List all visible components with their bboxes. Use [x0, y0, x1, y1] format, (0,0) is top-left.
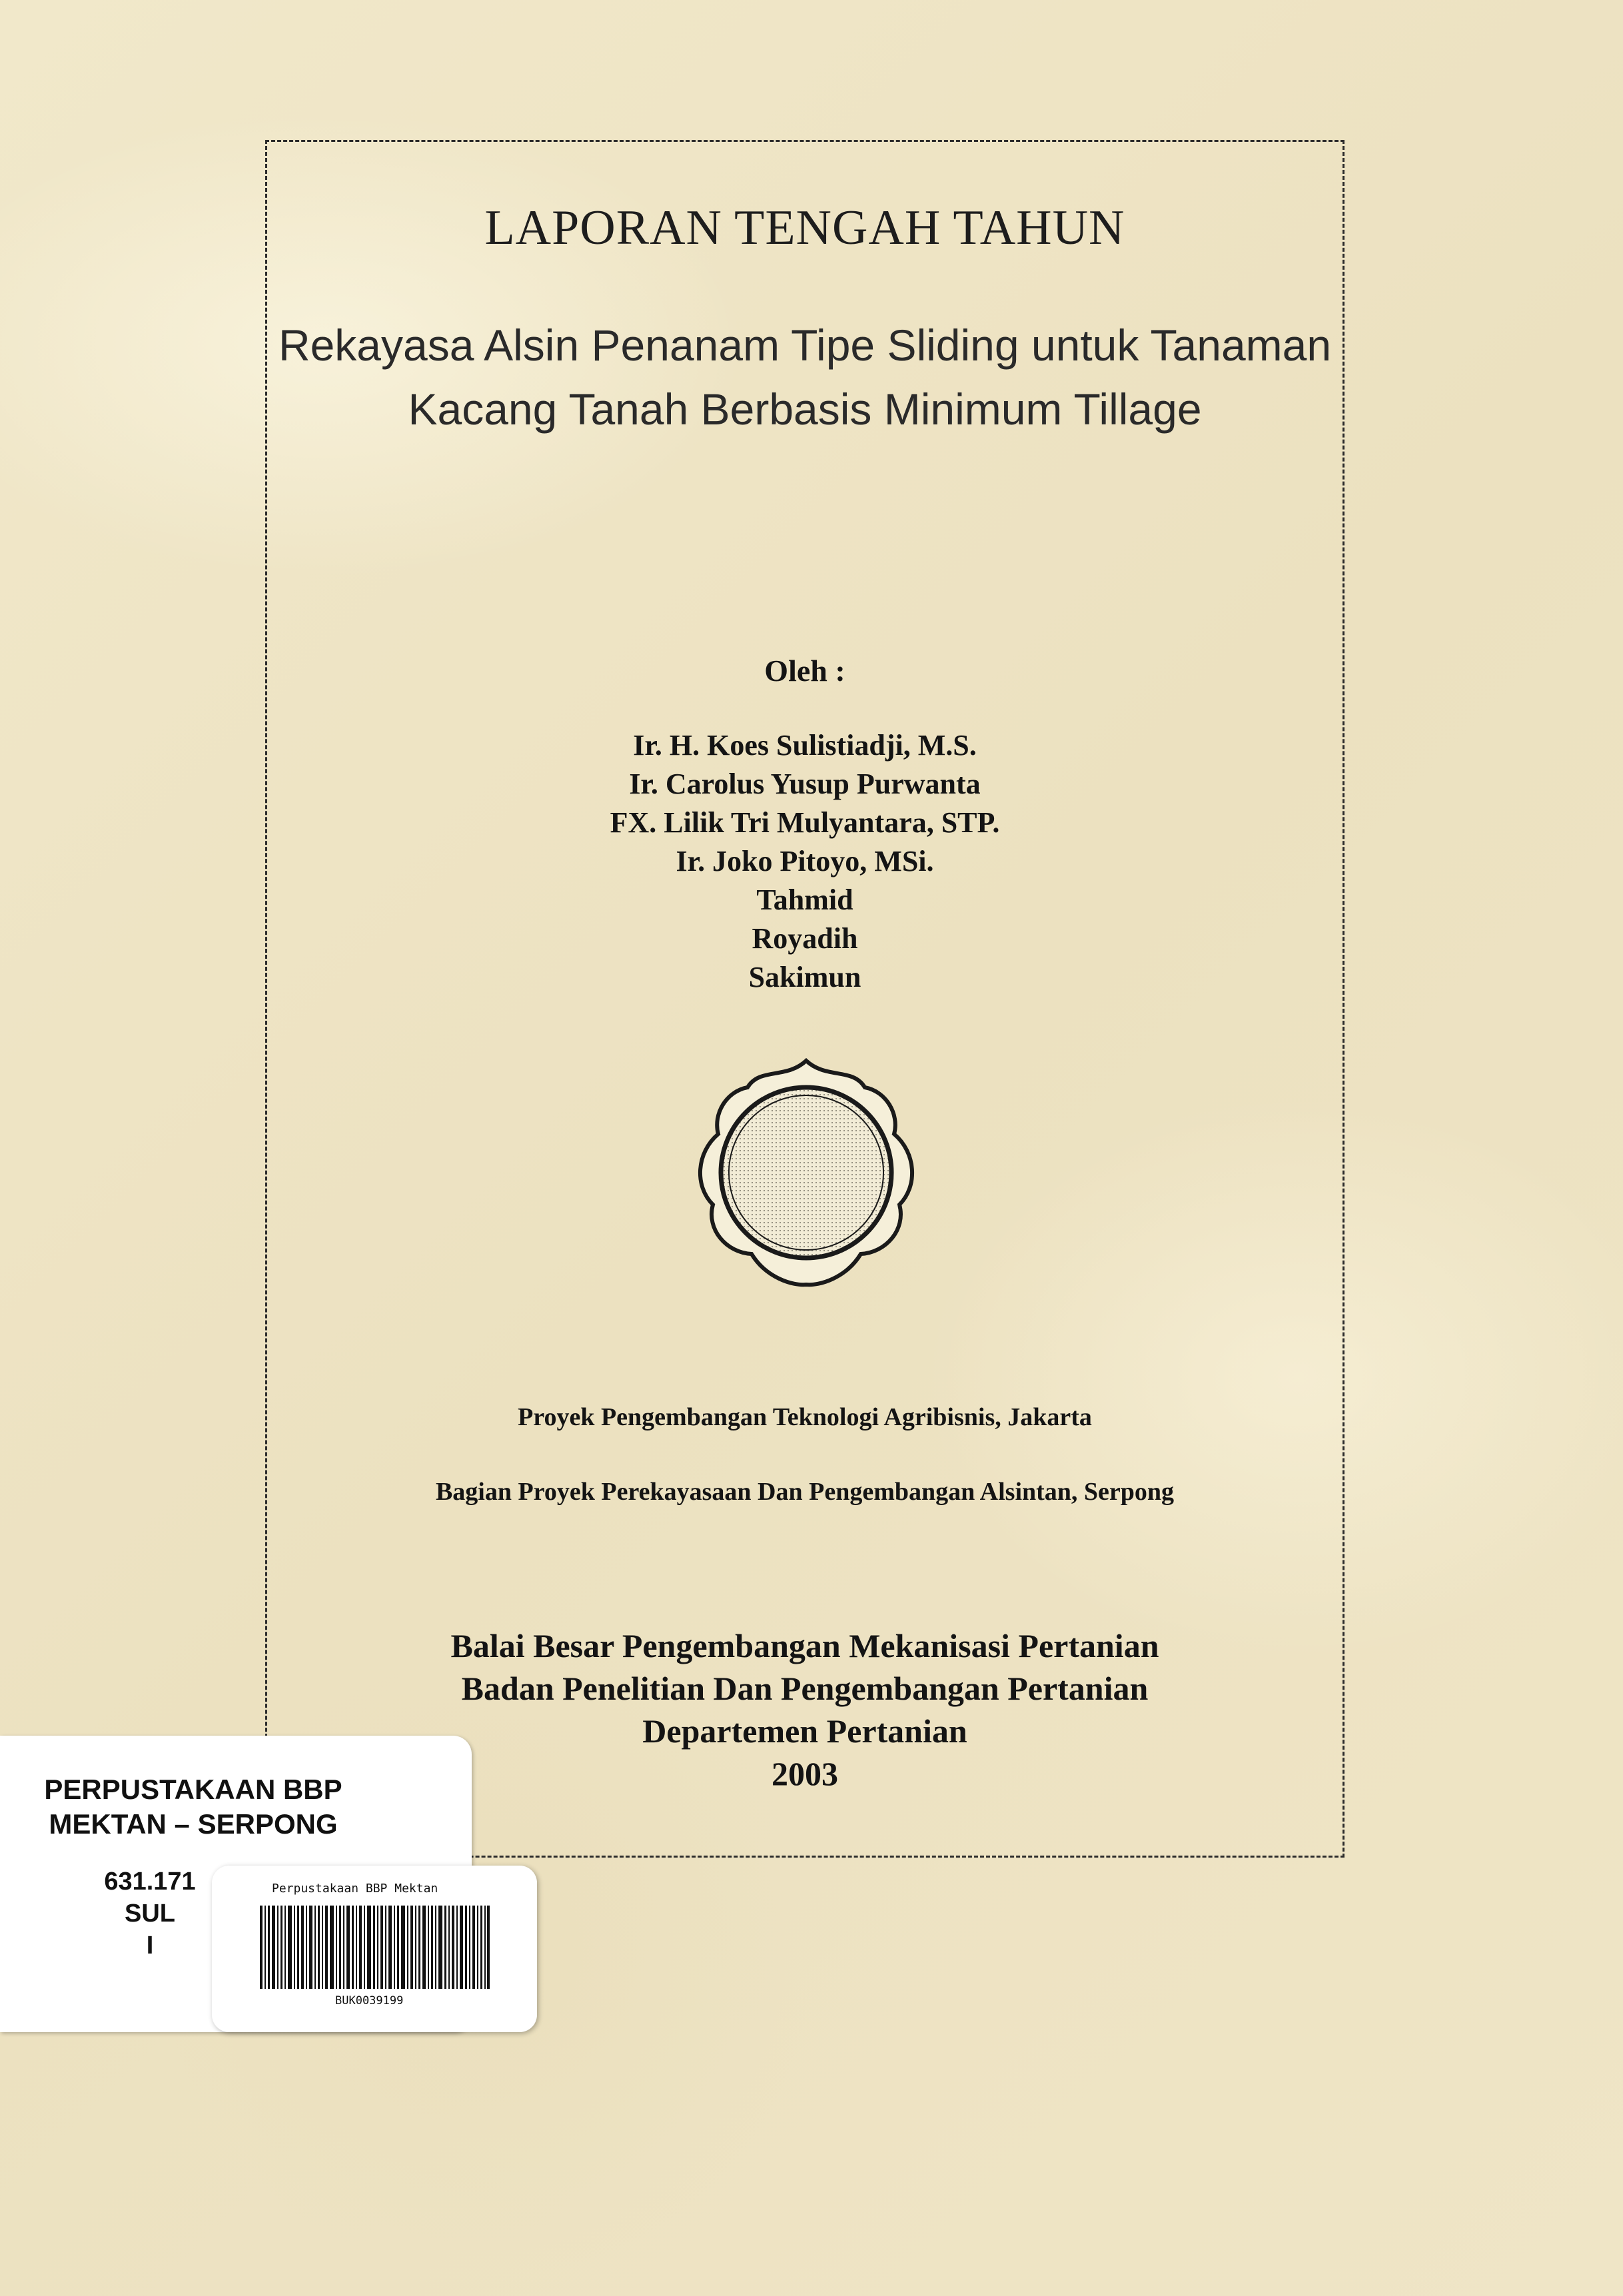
author-name: Tahmid	[756, 883, 853, 916]
barcode-icon	[260, 1906, 490, 1989]
subtitle-line-2: Kacang Tanah Berbasis Minimum Tillage	[408, 384, 1202, 434]
library-name-line-1: PERPUSTAKAAN BBP	[44, 1774, 342, 1805]
institution-line: Badan Penelitian Dan Pengembangan Pertanian	[461, 1670, 1149, 1707]
library-name	[0, 1772, 386, 1842]
author-name: Sakimun	[748, 961, 861, 993]
barcode-number: BUK0039199	[335, 1994, 404, 2008]
oleh-label: Oleh :	[764, 654, 845, 688]
report-title: LAPORAN TENGAH TAHUN	[484, 201, 1125, 255]
ministry-emblem-icon	[686, 1053, 926, 1293]
subtitle-line-1: Rekayasa Alsin Penanam Tipe Sliding untuk Tanaman	[278, 320, 1332, 370]
call-number-author: SUL	[125, 1900, 175, 1928]
barcode-sticker	[212, 1866, 537, 2032]
institution-line: Balai Besar Pengembangan Mekanisasi Pertanian	[450, 1627, 1159, 1664]
sub-project-name: Bagian Proyek Perekayasaan Dan Pengembangan Alsintan, Serpong	[435, 1478, 1175, 1506]
author-name: Royadih	[752, 922, 858, 955]
call-number-class: 631.171	[104, 1868, 196, 1896]
call-number-title: I	[146, 1932, 154, 1960]
author-list	[265, 726, 1345, 997]
call-number	[93, 1866, 207, 1962]
barcode-header: Perpustakaan BBP Mektan	[272, 1882, 438, 1896]
report-subtitle	[265, 313, 1345, 441]
author-name: Ir. Carolus Yusup Purwanta	[629, 768, 981, 800]
project-name: Proyek Pengembangan Teknologi Agribisnis, Jakarta	[518, 1403, 1092, 1431]
author-name: Ir. Joko Pitoyo, MSi.	[676, 845, 934, 877]
author-name: Ir. H. Koes Sulistiadji, M.S.	[633, 729, 977, 762]
institution-line: Departemen Pertanian	[642, 1712, 967, 1750]
library-name-line-2: MEKTAN – SERPONG	[49, 1808, 338, 1840]
publication-year: 2003	[772, 1755, 838, 1792]
author-name: FX. Lilik Tri Mulyantara, STP.	[610, 806, 1000, 839]
